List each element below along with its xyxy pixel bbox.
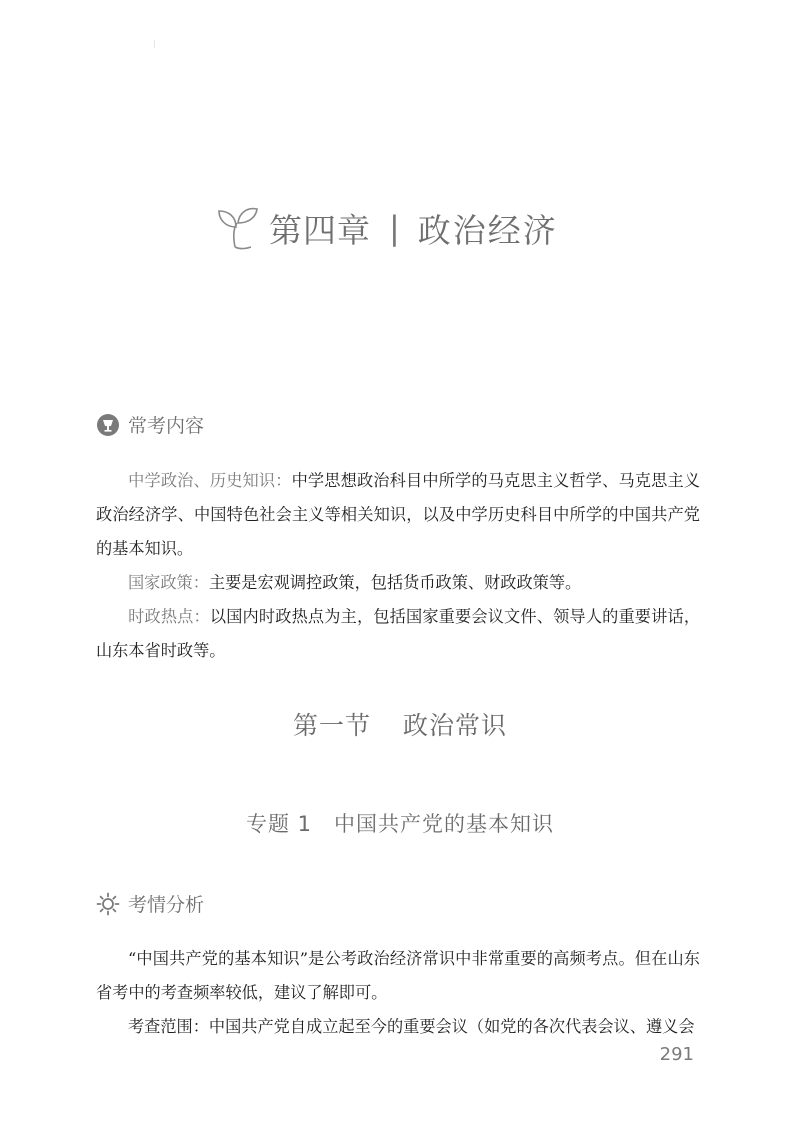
paragraph-text: “中国共产党的基本知识”是公考政治经济常识中非常重要的高频考点。但在山东省考中的考查频率较低，建议了解即可。 xyxy=(96,949,700,1002)
item-lead: 时政热点： xyxy=(128,607,210,626)
cup-icon xyxy=(96,413,120,437)
analysis-label xyxy=(96,890,204,917)
section-name: 政治常识 xyxy=(403,711,508,740)
sprout-icon xyxy=(215,203,263,253)
section-title xyxy=(0,706,800,742)
scan-mark xyxy=(154,40,155,48)
item-lead: 国家政策： xyxy=(128,573,209,592)
chapter-separator: | xyxy=(389,209,400,247)
content-item-current-affairs xyxy=(96,600,700,668)
topic-name: 中国共产党的基本知识 xyxy=(334,812,555,836)
item-text: 以国内时政热点为主，包括国家重要会议文件、领导人的重要讲话，山东本省时政等。 xyxy=(96,607,701,660)
analysis-paragraph-1 xyxy=(96,942,700,1010)
item-text: 主要是宏观调控政策，包括货币政策、财政政策等。 xyxy=(208,573,582,592)
chapter-number: 第四章 xyxy=(269,210,371,250)
content-item-politics-history xyxy=(96,464,700,566)
item-lead: 中学政治、历史知识： xyxy=(128,471,292,490)
chapter-title: 政治经济 xyxy=(417,210,558,250)
common-content-title: 常考内容 xyxy=(128,415,205,437)
topic-number: 专题 1 xyxy=(245,812,313,836)
analysis-title: 考情分析 xyxy=(128,894,205,916)
page-number: 291 xyxy=(659,1044,694,1065)
analysis-paragraph-2 xyxy=(96,1010,700,1044)
item-text: 中学思想政治科目中所学的马克思主义哲学、马克思主义政治经济学、中国特色社会主义等相关知识，以及中学历史科目中所学的中国共产党的基本知识。 xyxy=(96,471,701,558)
content-item-national-policy xyxy=(96,566,700,600)
common-content-label xyxy=(96,411,204,438)
sun-icon xyxy=(96,892,120,916)
paragraph-text: 考查范围：中国共产党自成立起至今的重要会议（如党的各次代表会议、遵义会 xyxy=(128,1017,695,1036)
section-number: 第一节 xyxy=(292,711,371,740)
chapter-heading xyxy=(215,198,558,258)
topic-title xyxy=(0,808,800,838)
